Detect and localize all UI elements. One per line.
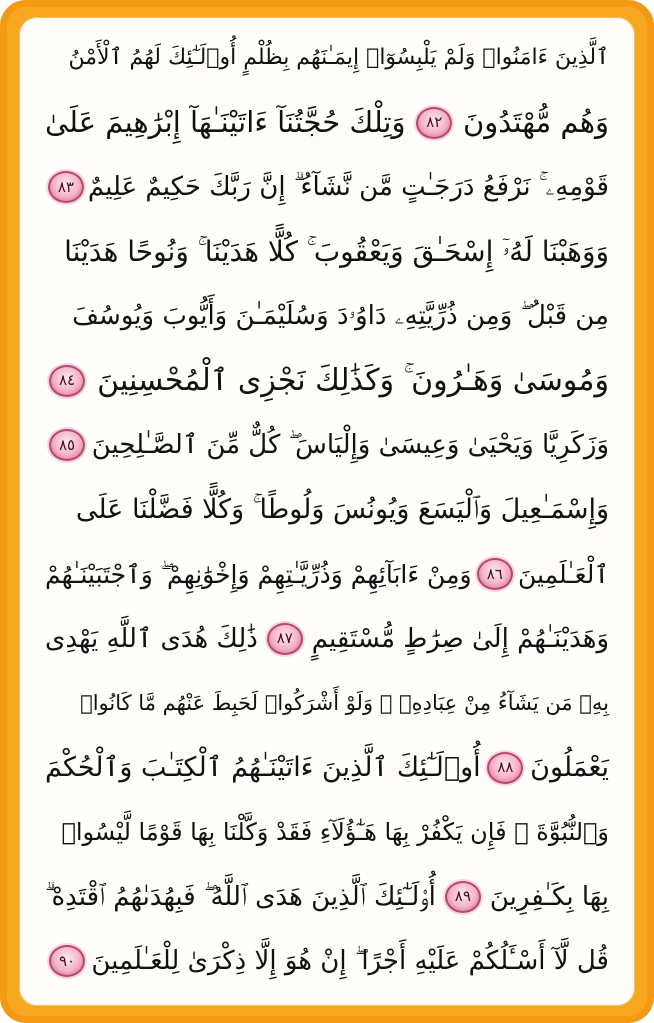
verse-line (45, 92, 609, 154)
verse-text: وَمُوسَىٰ وَهَـٰرُونَ ۚ وَكَذَٰلِكَ نَجْزِى ٱلْمُحْسِنِينَ (97, 362, 609, 398)
verse-line (45, 414, 609, 476)
verse-text: بِهَا بِكَـٰفِرِينَ (489, 881, 609, 912)
verse-text: وَزَكَرِيَّا وَيَحْيَىٰ وَعِيسَىٰ وَإِلْيَاسَ ۖ كُلٌّ مِّنَ ٱلصَّـٰلِحِينَ (91, 430, 609, 460)
ayah-number-marker: ٨٩ (445, 881, 481, 913)
ayah-number-marker: ٨٣ (48, 171, 84, 203)
verse-line (45, 221, 609, 283)
verse-line (45, 672, 609, 734)
verse-line (45, 930, 609, 992)
verse-line (45, 479, 609, 541)
verse-text: وَهُم مُّهْتَدُونَ (463, 105, 609, 139)
verse-line (45, 350, 609, 412)
verse-line (45, 27, 609, 89)
verse-text: قَوْمِهِۦ ۚ نَرْفَعُ دَرَجَـٰتٍ مَّن نَّشَآءُ ۗ إِنَّ رَبَّكَ حَكِيمٌ عَلِيمٌ (87, 172, 609, 202)
verse-text: وَهَدَيْنَـٰهُمْ إِلَىٰ صِرَٰطٍ مُّسْتَقِيمٍ (311, 623, 609, 654)
verse-text: ذَٰلِكَ هُدَى ٱللَّهِ يَهْدِى (45, 623, 258, 654)
verse-line (45, 866, 609, 928)
verse-line (45, 543, 609, 605)
ayah-number-marker: ٨٢ (416, 107, 452, 139)
verse-text: وَإِسْمَـٰعِيلَ وَٱلْيَسَعَ وَيُونُسَ وَلُوطًا ۚ وَكُلًّا فَضَّلْنَا عَلَى (75, 494, 609, 525)
verse-text: وَٱلنُّبُوَّةَ ۚ فَإِن يَكْفُرْ بِهَا هَـٰٓؤُلَآءِ فَقَدْ وَكَّلْنَا بِهَا قَوْمًا لَّيْسُوا۟ (61, 818, 609, 846)
ayah-number-marker: ٨٧ (267, 623, 303, 655)
verse-text: قُل لَّآ أَسْـَٔلُكُمْ عَلَيْهِ أَجْرًا ۖ إِنْ هُوَ إِلَّا ذِكْرَىٰ لِلْعَـٰلَمِينَ (91, 946, 609, 976)
verse-line (45, 608, 609, 670)
verse-text: أُو۟لَـٰٓئِكَ ٱلَّذِينَ ءَاتَيْنَـٰهُمُ ٱلْكِتَـٰبَ وَٱلْحُكْمَ (45, 752, 481, 783)
verse-text: وَمِنْ ءَابَآئِهِمْ وَذُرِّيَّـٰتِهِمْ وَإِخْوَٰنِهِمْ ۖ وَٱجْتَبَيْنَـٰهُمْ (45, 559, 472, 589)
verse-text: وَوَهَبْنَا لَهُۥٓ إِسْحَـٰقَ وَيَعْقُوبَ ۚ كُلًّا هَدَيْنَا ۚ وَنُوحًا هَدَيْنَا (64, 234, 609, 268)
verse-text: ٱلَّذِينَ ءَامَنُوا۟ وَلَمْ يَلْبِسُوٓا۟ إِيمَـٰنَهُم بِظُلْمٍ أُو۟لَـٰٓئِكَ لَهُمُ ٱلْأَمْنُ (68, 45, 609, 70)
verse-text: أُو۟لَـٰٓئِكَ ٱلَّذِينَ هَدَى ٱللَّهُ ۖ فَبِهُدَىٰهُمُ ٱقْتَدِهْ ۗ (45, 881, 436, 912)
text-lines (45, 27, 609, 992)
verse-text: بِهِۦ مَن يَشَآءُ مِنْ عِبَادِهِۦ ۚ وَلَوْ أَشْرَكُوا۟ لَحَبِطَ عَنْهُم مَّا كَانُوا۟ (80, 690, 609, 715)
verse-text: يَعْمَلُونَ (530, 752, 609, 783)
verse-line (45, 156, 609, 218)
verse-line (45, 801, 609, 863)
verse-text: وَتِلْكَ حُجَّتُنَآ ءَاتَيْنَـٰهَآ إِبْرَٰهِيمَ عَلَىٰ (45, 105, 406, 139)
ayah-number-marker: ٩٠ (49, 945, 85, 977)
verse-text: ٱلْعَـٰلَمِينَ (518, 559, 609, 589)
ayah-number-marker: ٨٤ (49, 365, 85, 397)
ayah-number-marker: ٨٥ (49, 429, 85, 461)
mushaf-page (19, 17, 635, 1006)
ayah-number-marker: ٨٦ (477, 558, 513, 590)
verse-text: مِن قَبْلُ ۖ وَمِن ذُرِّيَّتِهِۦ دَاوُۥدَ وَسُلَيْمَـٰنَ وَأَيُّوبَ وَيُوسُفَ (72, 301, 609, 331)
verse-line (45, 737, 609, 799)
verse-line (45, 285, 609, 347)
ayah-number-marker: ٨٨ (487, 752, 523, 784)
